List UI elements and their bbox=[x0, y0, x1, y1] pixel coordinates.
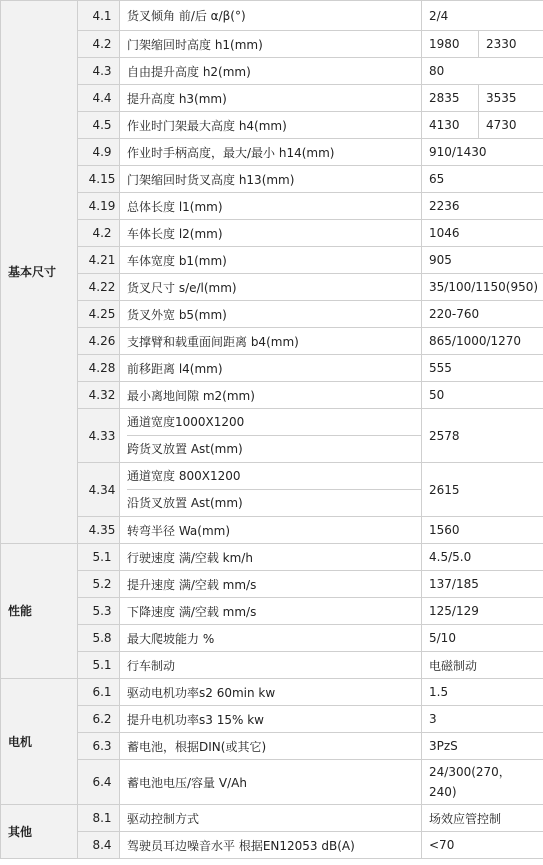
row-number: 4.15 bbox=[78, 166, 120, 193]
parameter-value-2: 2330 bbox=[479, 31, 543, 58]
parameter-name: 前移距离 l4(mm) bbox=[120, 355, 422, 382]
parameter-value: 电磁制动 bbox=[422, 652, 543, 679]
parameter-name: 货叉倾角 前/后 α/β(°) bbox=[120, 1, 422, 31]
table-row bbox=[1, 355, 543, 382]
row-number: 4.4 bbox=[78, 85, 120, 112]
table-row bbox=[1, 166, 543, 193]
parameter-name: 行驶速度 满/空载 km/h bbox=[120, 544, 422, 571]
parameter-value: 910/1430 bbox=[422, 139, 543, 166]
parameter-value-1: 1980 bbox=[422, 31, 479, 58]
row-number: 4.34 bbox=[78, 463, 120, 517]
table-row bbox=[1, 463, 543, 517]
parameter-name: 货叉外宽 b5(mm) bbox=[120, 301, 422, 328]
row-number: 5.2 bbox=[78, 571, 120, 598]
category-dimensions: 基本尺寸 bbox=[1, 1, 78, 544]
parameter-value: 220-760 bbox=[422, 301, 543, 328]
parameter-value: 65 bbox=[422, 166, 543, 193]
parameter-value: 555 bbox=[422, 355, 543, 382]
parameter-value: 905 bbox=[422, 247, 543, 274]
row-number: 4.2 bbox=[78, 220, 120, 247]
table-row bbox=[1, 706, 543, 733]
table-row bbox=[1, 805, 543, 832]
row-number: 4.5 bbox=[78, 112, 120, 139]
parameter-name: 门架缩回时高度 h1(mm) bbox=[120, 31, 422, 58]
table-row bbox=[1, 382, 543, 409]
parameter-value: 865/1000/1270 bbox=[422, 328, 543, 355]
table-row bbox=[1, 598, 543, 625]
parameter-value-line-2: 240) bbox=[429, 785, 457, 799]
row-number: 5.1 bbox=[78, 544, 120, 571]
table-row bbox=[1, 274, 543, 301]
parameter-value: 1560 bbox=[422, 517, 543, 544]
table-row bbox=[1, 733, 543, 760]
parameter-name: 作业时手柄高度，最大/最小 h14(mm) bbox=[120, 139, 422, 166]
parameter-value: 3 bbox=[422, 706, 543, 733]
parameter-value bbox=[422, 760, 543, 805]
parameter-name: 自由提升高度 h2(mm) bbox=[120, 58, 422, 85]
row-number: 4.25 bbox=[78, 301, 120, 328]
table-row bbox=[1, 544, 543, 571]
table-row bbox=[1, 193, 543, 220]
parameter-name: 最小离地间隙 m2(mm) bbox=[120, 382, 422, 409]
row-number: 6.3 bbox=[78, 733, 120, 760]
parameter-value-2: 4730 bbox=[479, 112, 543, 139]
row-number: 4.33 bbox=[78, 409, 120, 463]
parameter-name: 总体长度 l1(mm) bbox=[120, 193, 422, 220]
row-number: 4.32 bbox=[78, 382, 120, 409]
parameter-name: 驱动电机功率s2 60min kw bbox=[120, 679, 422, 706]
row-number: 5.1 bbox=[78, 652, 120, 679]
row-number: 4.2 bbox=[78, 31, 120, 58]
table-row bbox=[1, 760, 543, 805]
row-number: 6.2 bbox=[78, 706, 120, 733]
table-row bbox=[1, 139, 543, 166]
parameter-name: 驱动控制方式 bbox=[120, 805, 422, 832]
parameter-value-2: 3535 bbox=[479, 85, 543, 112]
table-row bbox=[1, 31, 543, 58]
parameter-name: 最大爬坡能力 % bbox=[120, 625, 422, 652]
row-number: 4.19 bbox=[78, 193, 120, 220]
parameter-value: 5/10 bbox=[422, 625, 543, 652]
parameter-name-line-1: 通道宽度 800X1200 bbox=[127, 463, 421, 490]
table-row bbox=[1, 220, 543, 247]
table-row bbox=[1, 1, 543, 31]
parameter-name: 车体宽度 b1(mm) bbox=[120, 247, 422, 274]
parameter-name: 作业时门架最大高度 h4(mm) bbox=[120, 112, 422, 139]
parameter-name: 提升速度 满/空载 mm/s bbox=[120, 571, 422, 598]
parameter-name: 驾驶员耳边噪音水平 根据EN12053 dB(A) bbox=[120, 832, 422, 859]
parameter-name: 货叉尺寸 s/e/l(mm) bbox=[120, 274, 422, 301]
parameter-value: 1046 bbox=[422, 220, 543, 247]
row-number: 5.8 bbox=[78, 625, 120, 652]
category-electric: 电机 bbox=[1, 679, 78, 805]
table-row bbox=[1, 85, 543, 112]
row-number: 5.3 bbox=[78, 598, 120, 625]
row-number: 8.4 bbox=[78, 832, 120, 859]
parameter-value: 场效应管控制 bbox=[422, 805, 543, 832]
parameter-value: 2236 bbox=[422, 193, 543, 220]
row-number: 4.26 bbox=[78, 328, 120, 355]
row-number: 8.1 bbox=[78, 805, 120, 832]
parameter-name: 蓄电池，根据DIN(或其它) bbox=[120, 733, 422, 760]
parameter-name: 提升高度 h3(mm) bbox=[120, 85, 422, 112]
parameter-name-line-2: 跨货叉放置 Ast(mm) bbox=[127, 442, 243, 456]
table-row bbox=[1, 679, 543, 706]
table-row bbox=[1, 328, 543, 355]
parameter-name: 转弯半径 Wa(mm) bbox=[120, 517, 422, 544]
parameter-name: 蓄电池电压/容量 V/Ah bbox=[120, 760, 422, 805]
parameter-name: 下降速度 满/空载 mm/s bbox=[120, 598, 422, 625]
parameter-value: 2/4 bbox=[422, 1, 543, 31]
category-other: 其他 bbox=[1, 805, 78, 859]
parameter-value: <70 bbox=[422, 832, 543, 859]
row-number: 6.4 bbox=[78, 760, 120, 805]
table-row bbox=[1, 832, 543, 859]
row-number: 4.9 bbox=[78, 139, 120, 166]
parameter-name: 门架缩回时货叉高度 h13(mm) bbox=[120, 166, 422, 193]
table-row bbox=[1, 58, 543, 85]
parameter-name bbox=[120, 463, 422, 517]
parameter-value: 2578 bbox=[422, 409, 543, 463]
parameter-name: 提升电机功率s3 15% kw bbox=[120, 706, 422, 733]
table-row bbox=[1, 301, 543, 328]
parameter-name: 支撑臂和载重面间距离 b4(mm) bbox=[120, 328, 422, 355]
parameter-name-line-2: 沿货叉放置 Ast(mm) bbox=[127, 496, 243, 510]
parameter-value: 35/100/1150(950) bbox=[422, 274, 543, 301]
table-row bbox=[1, 625, 543, 652]
table-row bbox=[1, 112, 543, 139]
row-number: 4.21 bbox=[78, 247, 120, 274]
row-number: 4.35 bbox=[78, 517, 120, 544]
parameter-value: 2615 bbox=[422, 463, 543, 517]
parameter-value: 80 bbox=[422, 58, 543, 85]
parameter-value-1: 2835 bbox=[422, 85, 479, 112]
table-row bbox=[1, 409, 543, 463]
row-number: 4.22 bbox=[78, 274, 120, 301]
parameter-value: 125/129 bbox=[422, 598, 543, 625]
table-row bbox=[1, 247, 543, 274]
parameter-name: 车体长度 l2(mm) bbox=[120, 220, 422, 247]
table-row bbox=[1, 517, 543, 544]
parameter-value: 137/185 bbox=[422, 571, 543, 598]
parameter-value: 3PzS bbox=[422, 733, 543, 760]
parameter-value-line-1: 24/300(270， bbox=[429, 765, 511, 779]
parameter-name bbox=[120, 409, 422, 463]
parameter-value: 1.5 bbox=[422, 679, 543, 706]
parameter-name-line-1: 通道宽度1000X1200 bbox=[127, 409, 421, 436]
parameter-name: 行车制动 bbox=[120, 652, 422, 679]
parameter-value: 4.5/5.0 bbox=[422, 544, 543, 571]
row-number: 4.3 bbox=[78, 58, 120, 85]
parameter-value: 50 bbox=[422, 382, 543, 409]
table-row bbox=[1, 652, 543, 679]
category-performance: 性能 bbox=[1, 544, 78, 679]
parameter-value-1: 4130 bbox=[422, 112, 479, 139]
row-number: 4.28 bbox=[78, 355, 120, 382]
table-row bbox=[1, 571, 543, 598]
row-number: 6.1 bbox=[78, 679, 120, 706]
row-number: 4.1 bbox=[78, 1, 120, 31]
